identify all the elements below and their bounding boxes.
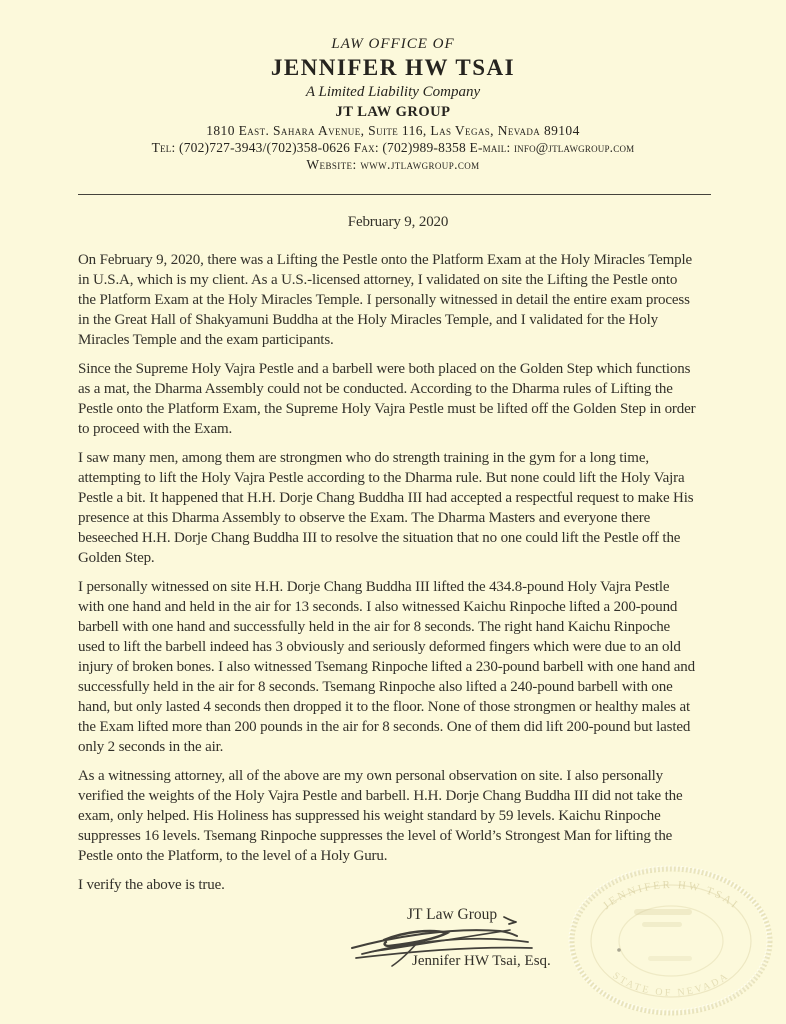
letter-paragraph <box>78 250 718 350</box>
letter-line: beseeched H.H. Dorje Chang Buddha III to resolve the situation that no one could lift the Pestle off the <box>78 530 681 546</box>
seal-top-text: JENNIFER HW TSAI <box>600 878 742 912</box>
letter-line: attempting to lift the Holy Vajra Pestle according to the Dharma rule. But none could lift the Holy Vajra <box>78 470 685 486</box>
letter-line: As a witnessing attorney, all of the above are my own personal observation on site. I also personally <box>78 768 663 784</box>
letter-paragraph <box>78 577 718 757</box>
firm-name: JT LAW GROUP <box>335 104 451 120</box>
letter-line: verified the weights of the Holy Vajra Pestle and barbell. H.H. Dorje Chang Buddha III did not take the <box>78 788 683 804</box>
attorney-name: JENNIFER HW TSAI <box>270 55 516 80</box>
svg-text:STATE OF NEVADA <box>610 970 731 998</box>
contact-line: Tel: (702)727-3943/(702)358-0626 Fax: (702)989-8358 E-mail: info@jtlawgroup.com <box>151 140 635 155</box>
letter-line: I personally witnessed on site H.H. Dorje Chang Buddha III lifted the 434.8-pound Holy Vajra Pestle <box>78 579 670 595</box>
letter-line: I verify the above is true. <box>78 877 225 893</box>
letter-line: in U.S.A, which is my client. As a U.S.-licensed attorney, I validated on site the Lifting the Pestle onto <box>78 272 678 288</box>
letter-line: hand, but only lasted 4 seconds then dropped it to the floor. None of those strongmen or healthy males at <box>78 699 691 715</box>
letter-line: Pestle a bit. It happened that H.H. Dorje Chang Buddha III had accepted a respectful request to make His <box>78 490 694 506</box>
address-line: 1810 East. Sahara Avenue, Suite 116, Las Vegas, Nevada 89104 <box>206 123 580 138</box>
letterhead-divider <box>78 194 711 195</box>
notary-seal <box>566 864 778 1024</box>
letter-paragraph <box>78 766 718 866</box>
letter-content <box>78 212 718 895</box>
letter-line: Golden Step. <box>78 550 155 566</box>
letter-line: On February 9, 2020, there was a Lifting the Pestle onto the Platform Exam at the Holy Miracles Temple <box>78 252 693 268</box>
letter-paragraph <box>78 359 718 439</box>
letter-line: presence at this Dharma Assembly to observe the Exam. The Dharma Masters and everyone there <box>78 510 651 526</box>
letter-line: the Platform Exam at the Holy Miracles Temple. I personally witnessed in detail the entire exam process <box>78 292 690 308</box>
svg-text:JENNIFER HW TSAI <box>601 879 741 912</box>
letter-line: Pestle onto the Platform Exam, the Supreme Holy Vajra Pestle must be lifted off the Golden Step in order <box>78 401 696 417</box>
company-type-line: A Limited Liability Company <box>305 84 481 100</box>
letter-line: I saw many men, among them are strongmen who do strength training in the gym for a long time, <box>78 450 649 466</box>
letter-line: the Exam lifted more than 200 pounds in the air for 8 seconds. One of them did lift 200-pound but lasted <box>78 719 691 735</box>
website-line: Website: www.jtlawgroup.com <box>306 157 480 172</box>
seal-ink-speck <box>617 948 621 952</box>
letter-line: injury of broken bones. I also witnessed Tsemang Rinpoche lifted a 230-pound barbell with one hand and <box>78 659 695 675</box>
closing-firm-name: JT Law Group <box>407 906 498 923</box>
letter-line: only 2 seconds in the air. <box>78 739 224 755</box>
letter-line: barbell with one hand and successfully held in the air for 8 seconds. The right hand Kaichu Rinpoche <box>78 619 671 635</box>
seal-bottom-text: STATE OF NEVADA <box>610 970 732 999</box>
letter-line: to proceed with the Exam. <box>78 421 233 437</box>
office-line: LAW OFFICE OF <box>331 36 455 52</box>
letter-line: in the Great Hall of Shakyamuni Buddha at the Holy Miracles Temple, and I validated for the Holy <box>78 312 658 328</box>
letter-line: successfully held in the air for 8 seconds. Tsemang Rinpoche also lifted a 240-pound barbell with one <box>78 679 673 695</box>
letter-line: exam, only helped. His Holiness has suppressed his weight standard by 59 levels. Kaichu Rinpoche <box>78 808 661 824</box>
letter-line: suppresses 16 levels. Tsemang Rinpoche suppresses the level of World’s Strongest Man for lifting the <box>78 828 673 844</box>
letterhead <box>0 0 786 173</box>
letter-line: Miracles Temple and the exam participants. <box>78 332 334 348</box>
letter-line: used to lift the barbell indeed has 3 obviously and seriously deformed fingers which were due to an old <box>78 639 681 655</box>
letter-paragraph <box>78 448 718 568</box>
letter-line: as a mat, the Dharma Assembly could not be conducted. According to the Dharma rules of Lifting the <box>78 381 673 397</box>
letter-line: Since the Supreme Holy Vajra Pestle and a barbell were both placed on the Golden Step which functions <box>78 361 691 377</box>
letter-body <box>78 250 718 895</box>
letter-line: Pestle onto the Platform, to the level of a Holy Guru. <box>78 848 388 864</box>
date-line: February 9, 2020 <box>347 214 449 230</box>
seal-center-marks <box>617 909 692 961</box>
letter-line: with one hand and held in the air for 13 seconds. I also witnessed Kaichu Rinpoche lifted a 200-pound <box>78 599 678 615</box>
signatory-name: Jennifer HW Tsai, Esq. <box>412 953 551 969</box>
